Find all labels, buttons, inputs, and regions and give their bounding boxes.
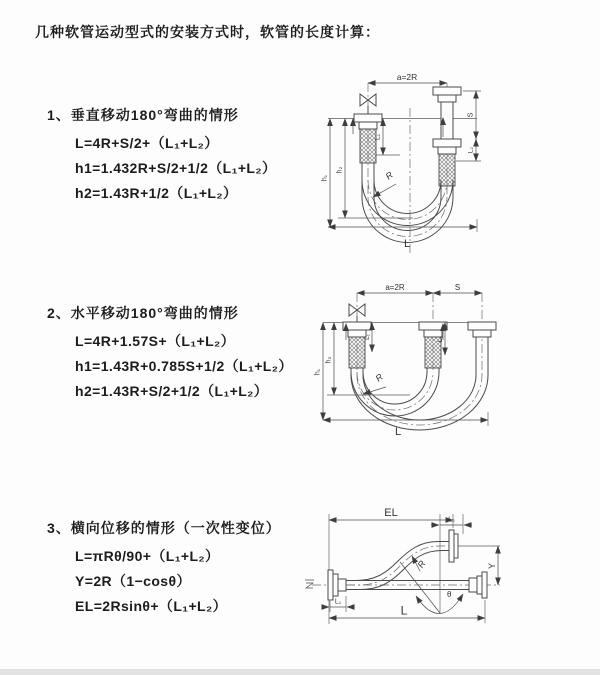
dim-label-s: S (465, 112, 475, 118)
formula-h1: h1=1.432R+S/2+1/2（L₁+L₂） (75, 160, 277, 176)
hose-curves (351, 337, 488, 430)
dimension-l1 (322, 596, 354, 612)
formula-h2: h2=1.43R+S/2+1/2（L₁+L₂） (75, 383, 269, 399)
dim-label-l1: L₁ (334, 598, 342, 606)
dim-label-l1: L₁ (364, 334, 371, 340)
section-2-heading: 2、水平移动180°弯曲的情形 (47, 305, 239, 321)
section-horizontal-movement (47, 303, 293, 404)
dim-label-h2: h₂ (336, 166, 344, 174)
radius-callout (412, 556, 428, 571)
dim-label-el: EL (384, 507, 398, 519)
dimension-a2r (368, 72, 447, 83)
dim-label-l2: L₂ (448, 516, 455, 524)
formula-y: Y=2R（1−cosθ） (75, 573, 191, 589)
dimension-length (323, 412, 488, 438)
dim-label-a2r: a=2R (396, 72, 418, 82)
dim-label-h1: h₁ (314, 368, 322, 376)
dim-label-l2: L₂ (437, 335, 444, 343)
braided-hose-section (349, 337, 365, 368)
section-vertical-movement (47, 105, 276, 206)
dimension-a2r (357, 283, 433, 293)
dim-label-a2r: a=2R (385, 283, 405, 292)
dim-label-h1: h₁ (321, 174, 329, 182)
left-flange (328, 570, 346, 600)
dimension-length (328, 219, 477, 250)
dimension-s (433, 283, 482, 293)
dim-label-l2: L₂ (467, 146, 475, 154)
section-1-heading: 1、垂直移动180°弯曲的情形 (47, 107, 239, 123)
formula-length: L=4R+S/2+（L₁+L₂） (75, 135, 219, 151)
formula-h2: h2=1.43R+1/2（L₁+L₂） (75, 185, 238, 201)
length-label: L (400, 603, 408, 618)
right-pipe-fitting (468, 322, 496, 337)
section-2-formulas (75, 329, 293, 404)
dimension-l1 (375, 119, 401, 156)
dimension-l2 (431, 514, 472, 613)
formula-h1: h1=1.43R+0.785S+1/2（L₁+L₂） (75, 358, 293, 374)
dimension-h1 (322, 119, 331, 228)
dim-label-h2: h₂ (325, 356, 333, 364)
hose-displaced-curve (346, 542, 449, 590)
dim-label-l1: L₁ (374, 133, 382, 141)
section-1-formulas (75, 131, 276, 206)
right-flange-original-position (469, 572, 487, 598)
diagram-horizontal-180-bend (310, 280, 600, 465)
section-3-heading: 3、横向位移的情形（一次性变位） (47, 520, 281, 536)
section-3-formulas (75, 544, 281, 619)
radius-label: R (373, 371, 385, 384)
dimension-h2 (326, 323, 411, 396)
formula-el: EL=2Rsinθ+（L₁+L₂） (75, 598, 228, 614)
section-lateral-displacement (47, 518, 281, 619)
length-label: L (394, 426, 402, 438)
scan-edge-strip (0, 669, 600, 675)
upper-right-flange (449, 530, 458, 562)
diagram-lateral-displacement (300, 500, 600, 655)
angle-label: θ (447, 590, 452, 599)
radius-label: R (383, 169, 395, 182)
centerlines (357, 293, 482, 425)
dimension-length (329, 600, 485, 623)
page-title: 几种软管运动型式的安装方式时，软管的长度计算： (35, 24, 380, 40)
length-label: L (403, 238, 411, 250)
dimension-s (463, 91, 481, 139)
angle-construction (400, 562, 463, 614)
dimension-el (329, 507, 453, 624)
diagram-vertical-180-bend (310, 70, 600, 262)
dim-label-s: S (454, 283, 461, 292)
formula-length: L=πRθ/90+（L₁+L₂） (75, 548, 220, 564)
formula-length: L=4R+1.57S+（L₁+L₂） (75, 333, 236, 349)
right-pipe-fitting (433, 87, 461, 186)
centerline-break-mark (305, 580, 314, 588)
dimension-h1 (315, 323, 324, 421)
radius-label: R (415, 558, 428, 570)
dim-label-y: Y (487, 562, 497, 570)
